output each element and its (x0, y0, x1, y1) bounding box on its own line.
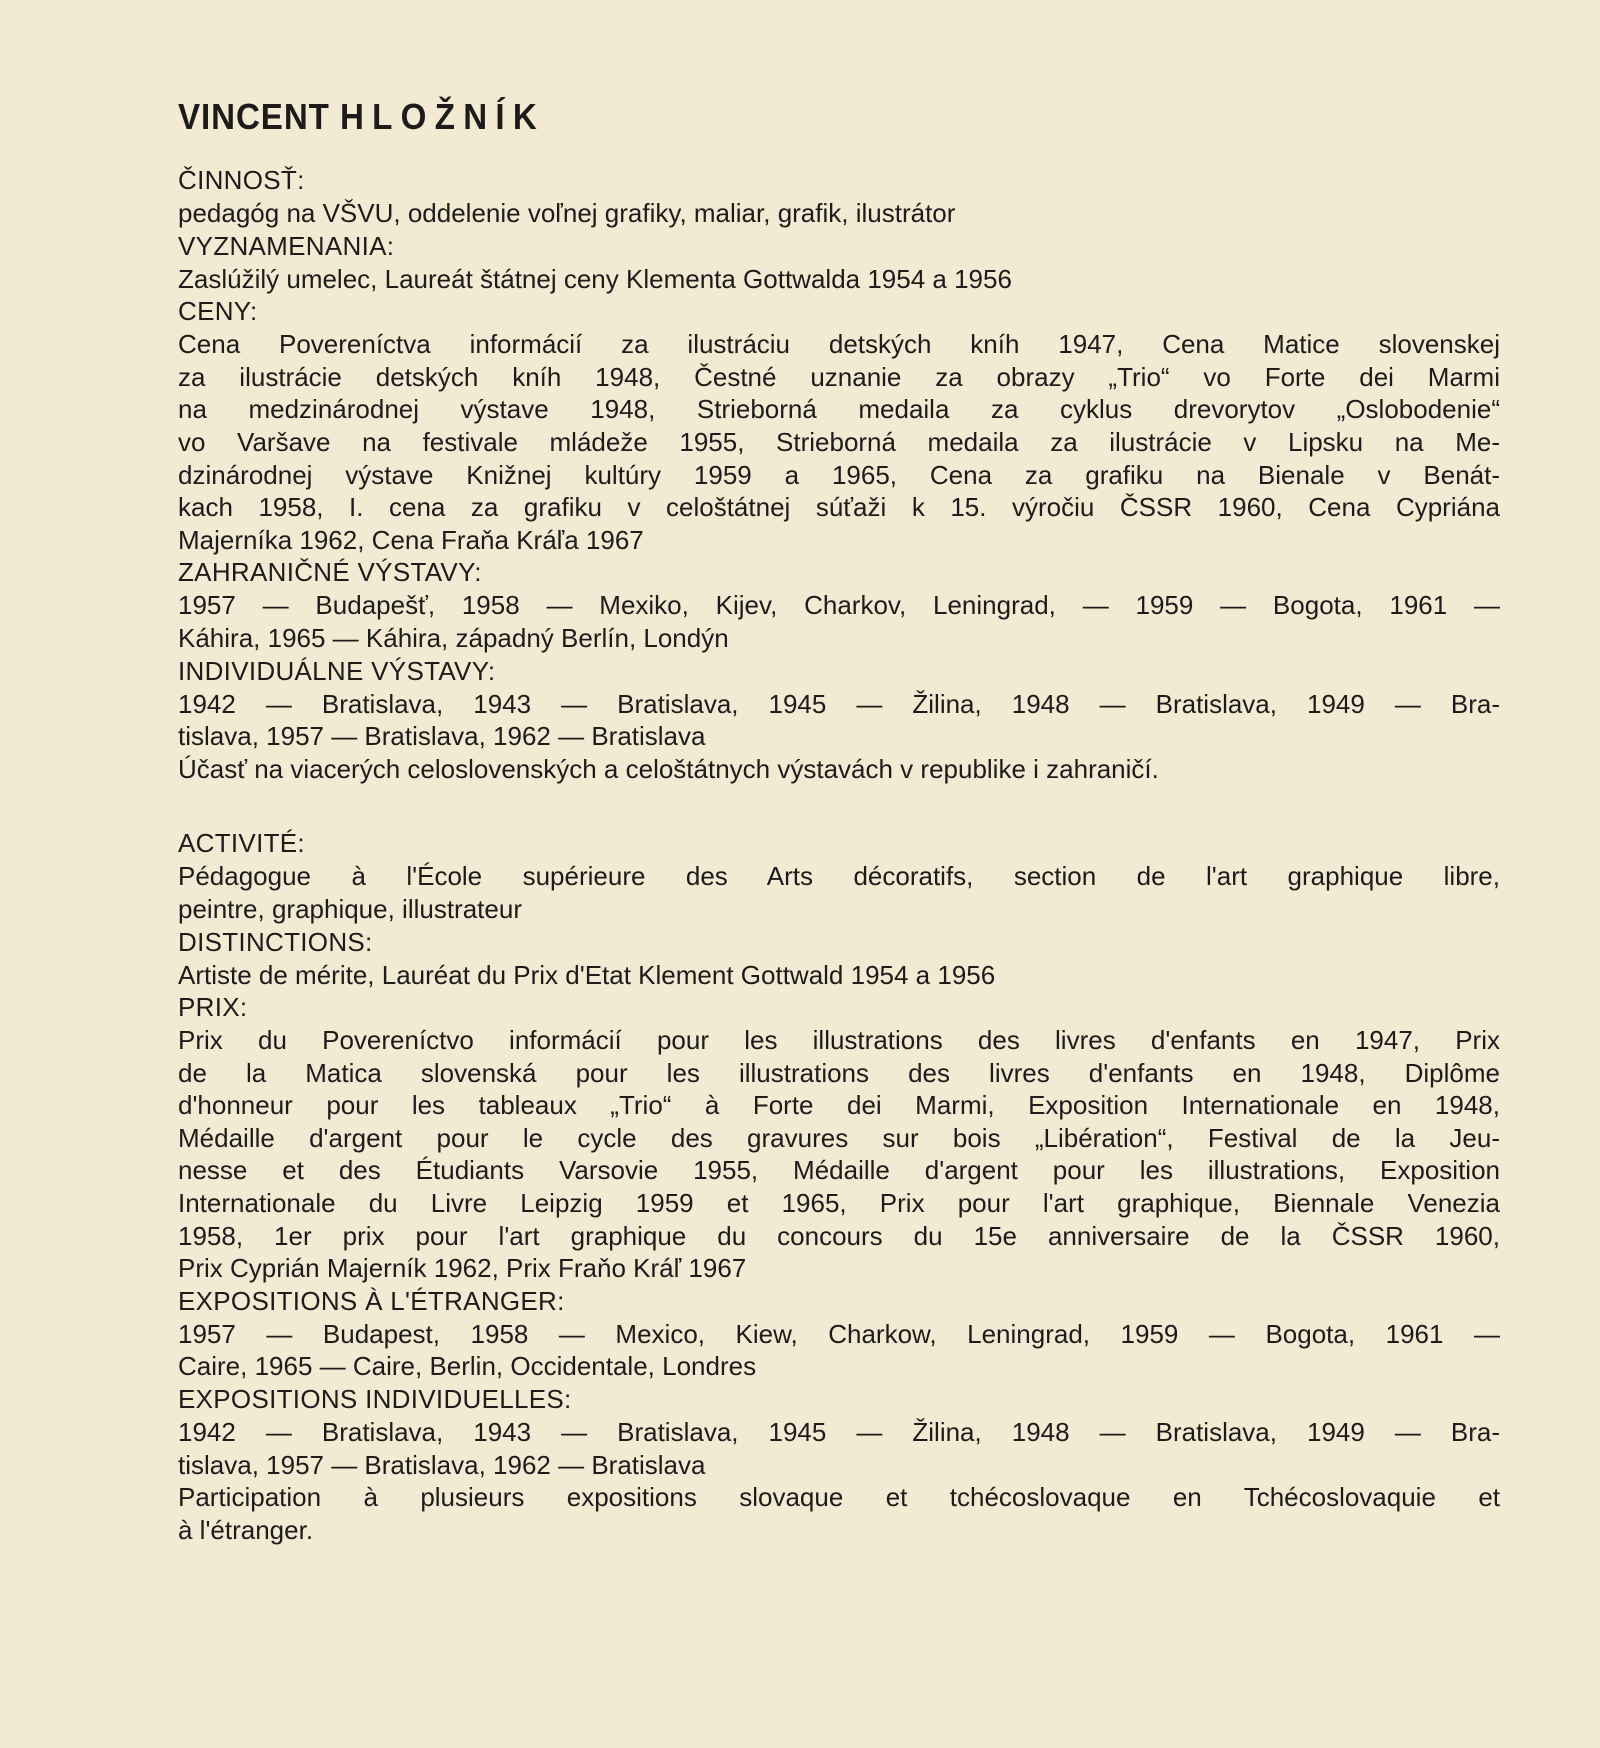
text-line: 1957 — Budapest, 1958 — Mexico, Kiew, Charkow, Leningrad, 1959 — Bogota, 1961 — (178, 1318, 1500, 1349)
text-line: pedagóg na VŠVU, oddelenie voľnej grafiky, maliar, grafik, ilustrátor (178, 198, 956, 228)
section-heading: INDIVIDUÁLNE VÝSTAVY: (178, 655, 496, 686)
text-line: dzinárodnej výstave Knižnej kultúry 1959 a 1965, Cena za grafiku na Bienale v Benát- (178, 459, 1500, 490)
french-biography (178, 827, 1500, 1546)
text-line: Pédagogue à l'École supérieure des Arts décoratifs, section de l'art graphique libre, (178, 861, 1500, 892)
text-line: kach 1958, I. cena za grafiku v celoštátnej súťaži k 15. výročiu ČSSR 1960, Cena Cypriána (178, 492, 1500, 523)
text-line: Prix Cyprián Majerník 1962, Prix Fraňo Kráľ 1967 (178, 1253, 747, 1284)
text-line: nesse et des Étudiants Varsovie 1955, Médaille d'argent pour les illustrations, Exposition (178, 1155, 1500, 1186)
text-line: Káhira, 1965 — Káhira, západný Berlín, Londýn (178, 622, 729, 653)
artist-first-name: VINCENT (178, 96, 330, 137)
section (178, 556, 1500, 654)
text-line: vo Varšave na festivale mládeže 1955, Strieborná medaila za ilustrácie v Lipsku na Me- (178, 426, 1500, 457)
text-line: Zaslúžilý umelec, Laureát štátnej ceny Klementa Gottwalda 1954 a 1956 (178, 263, 1012, 294)
section-heading: ČINNOSŤ: (178, 165, 305, 195)
section (178, 926, 1500, 992)
slovak-biography (178, 164, 1500, 785)
text-line: 1942 — Bratislava, 1943 — Bratislava, 1945 — Žilina, 1948 — Bratislava, 1949 — Bra- (178, 688, 1500, 719)
text-line: 1957 — Budapešť, 1958 — Mexiko, Kijev, Charkov, Leningrad, — 1959 — Bogota, 1961 — (178, 590, 1500, 621)
text-line: 1942 — Bratislava, 1943 — Bratislava, 1945 — Žilina, 1948 — Bratislava, 1949 — Bra- (178, 1417, 1500, 1448)
text-line: de la Matica slovenská pour les illustrations des livres d'enfants en 1948, Diplôme (178, 1057, 1500, 1088)
text-line: tislava, 1957 — Bratislava, 1962 — Bratislava (178, 1449, 706, 1480)
text-line: Participation à plusieurs expositions slovaque et tchécoslovaque en Tchécoslovaquie et (178, 1482, 1500, 1513)
section (178, 655, 1500, 786)
text-line: tislava, 1957 — Bratislava, 1962 — Bratislava (178, 721, 706, 752)
language-separator (178, 785, 1500, 827)
section (178, 1383, 1500, 1546)
section (178, 991, 1500, 1285)
text-line: na medzinárodnej výstave 1948, Strieborná medaila za cyklus drevorytov „Oslobodenie“ (178, 394, 1500, 425)
section (178, 1285, 1500, 1383)
text-line: Prix du Povereníctvo informácií pour les illustrations des livres d'enfants en 1947, Prix (178, 1025, 1500, 1056)
section-heading: DISTINCTIONS: (178, 926, 373, 957)
section-heading: EXPOSITIONS INDIVIDUELLES: (178, 1384, 572, 1415)
text-line: Účasť na viacerých celoslovenských a celoštátnych výstavách v republike i zahraničí. (178, 753, 1159, 784)
section-heading: VYZNAMENANIA: (178, 230, 395, 261)
section-heading: PRIX: (178, 992, 248, 1023)
section (178, 295, 1500, 556)
section-heading: ZAHRANIČNÉ VÝSTAVY: (178, 557, 482, 588)
section (178, 230, 1500, 296)
artist-name (178, 96, 1394, 138)
text-line: Artiste de mérite, Lauréat du Prix d'Etat Klement Gottwald 1954 a 1956 (178, 959, 996, 990)
text-line: Médaille d'argent pour le cycle des gravures sur bois „Libération“, Festival de la Jeu- (178, 1122, 1500, 1153)
text-line: Caire, 1965 — Caire, Berlin, Occidentale, Londres (178, 1351, 757, 1382)
section-heading: CENY: (178, 296, 258, 327)
text-line: 1958, 1er prix pour l'art graphique du concours du 15e anniversaire de la ČSSR 1960, (178, 1220, 1500, 1251)
section-heading: EXPOSITIONS À L'ÉTRANGER: (178, 1285, 565, 1316)
text-line: peintre, graphique, illustrateur (178, 893, 522, 924)
text-line: à l'étranger. (178, 1514, 314, 1545)
document-page (178, 96, 1500, 1546)
text-line: d'honneur pour les tableaux „Trio“ à Forte dei Marmi, Exposition Internationale en 1948, (178, 1090, 1500, 1121)
text-line: Internationale du Livre Leipzig 1959 et 1965, Prix pour l'art graphique, Biennale Venezia (178, 1188, 1500, 1219)
section-heading: ACTIVITÉ: (178, 828, 305, 859)
text-line: za ilustrácie detských kníh 1948, Čestné uznanie za obrazy „Trio“ vo Forte dei Marmi (178, 361, 1500, 392)
text-line: Cena Povereníctva informácií za ilustráciu detských kníh 1947, Cena Matice slovenskej (178, 329, 1500, 360)
section (178, 164, 1500, 230)
text-line: Majerníka 1962, Cena Fraňa Kráľa 1967 (178, 524, 644, 555)
artist-last-name: HLOŽNÍK (339, 96, 546, 137)
section (178, 827, 1500, 925)
